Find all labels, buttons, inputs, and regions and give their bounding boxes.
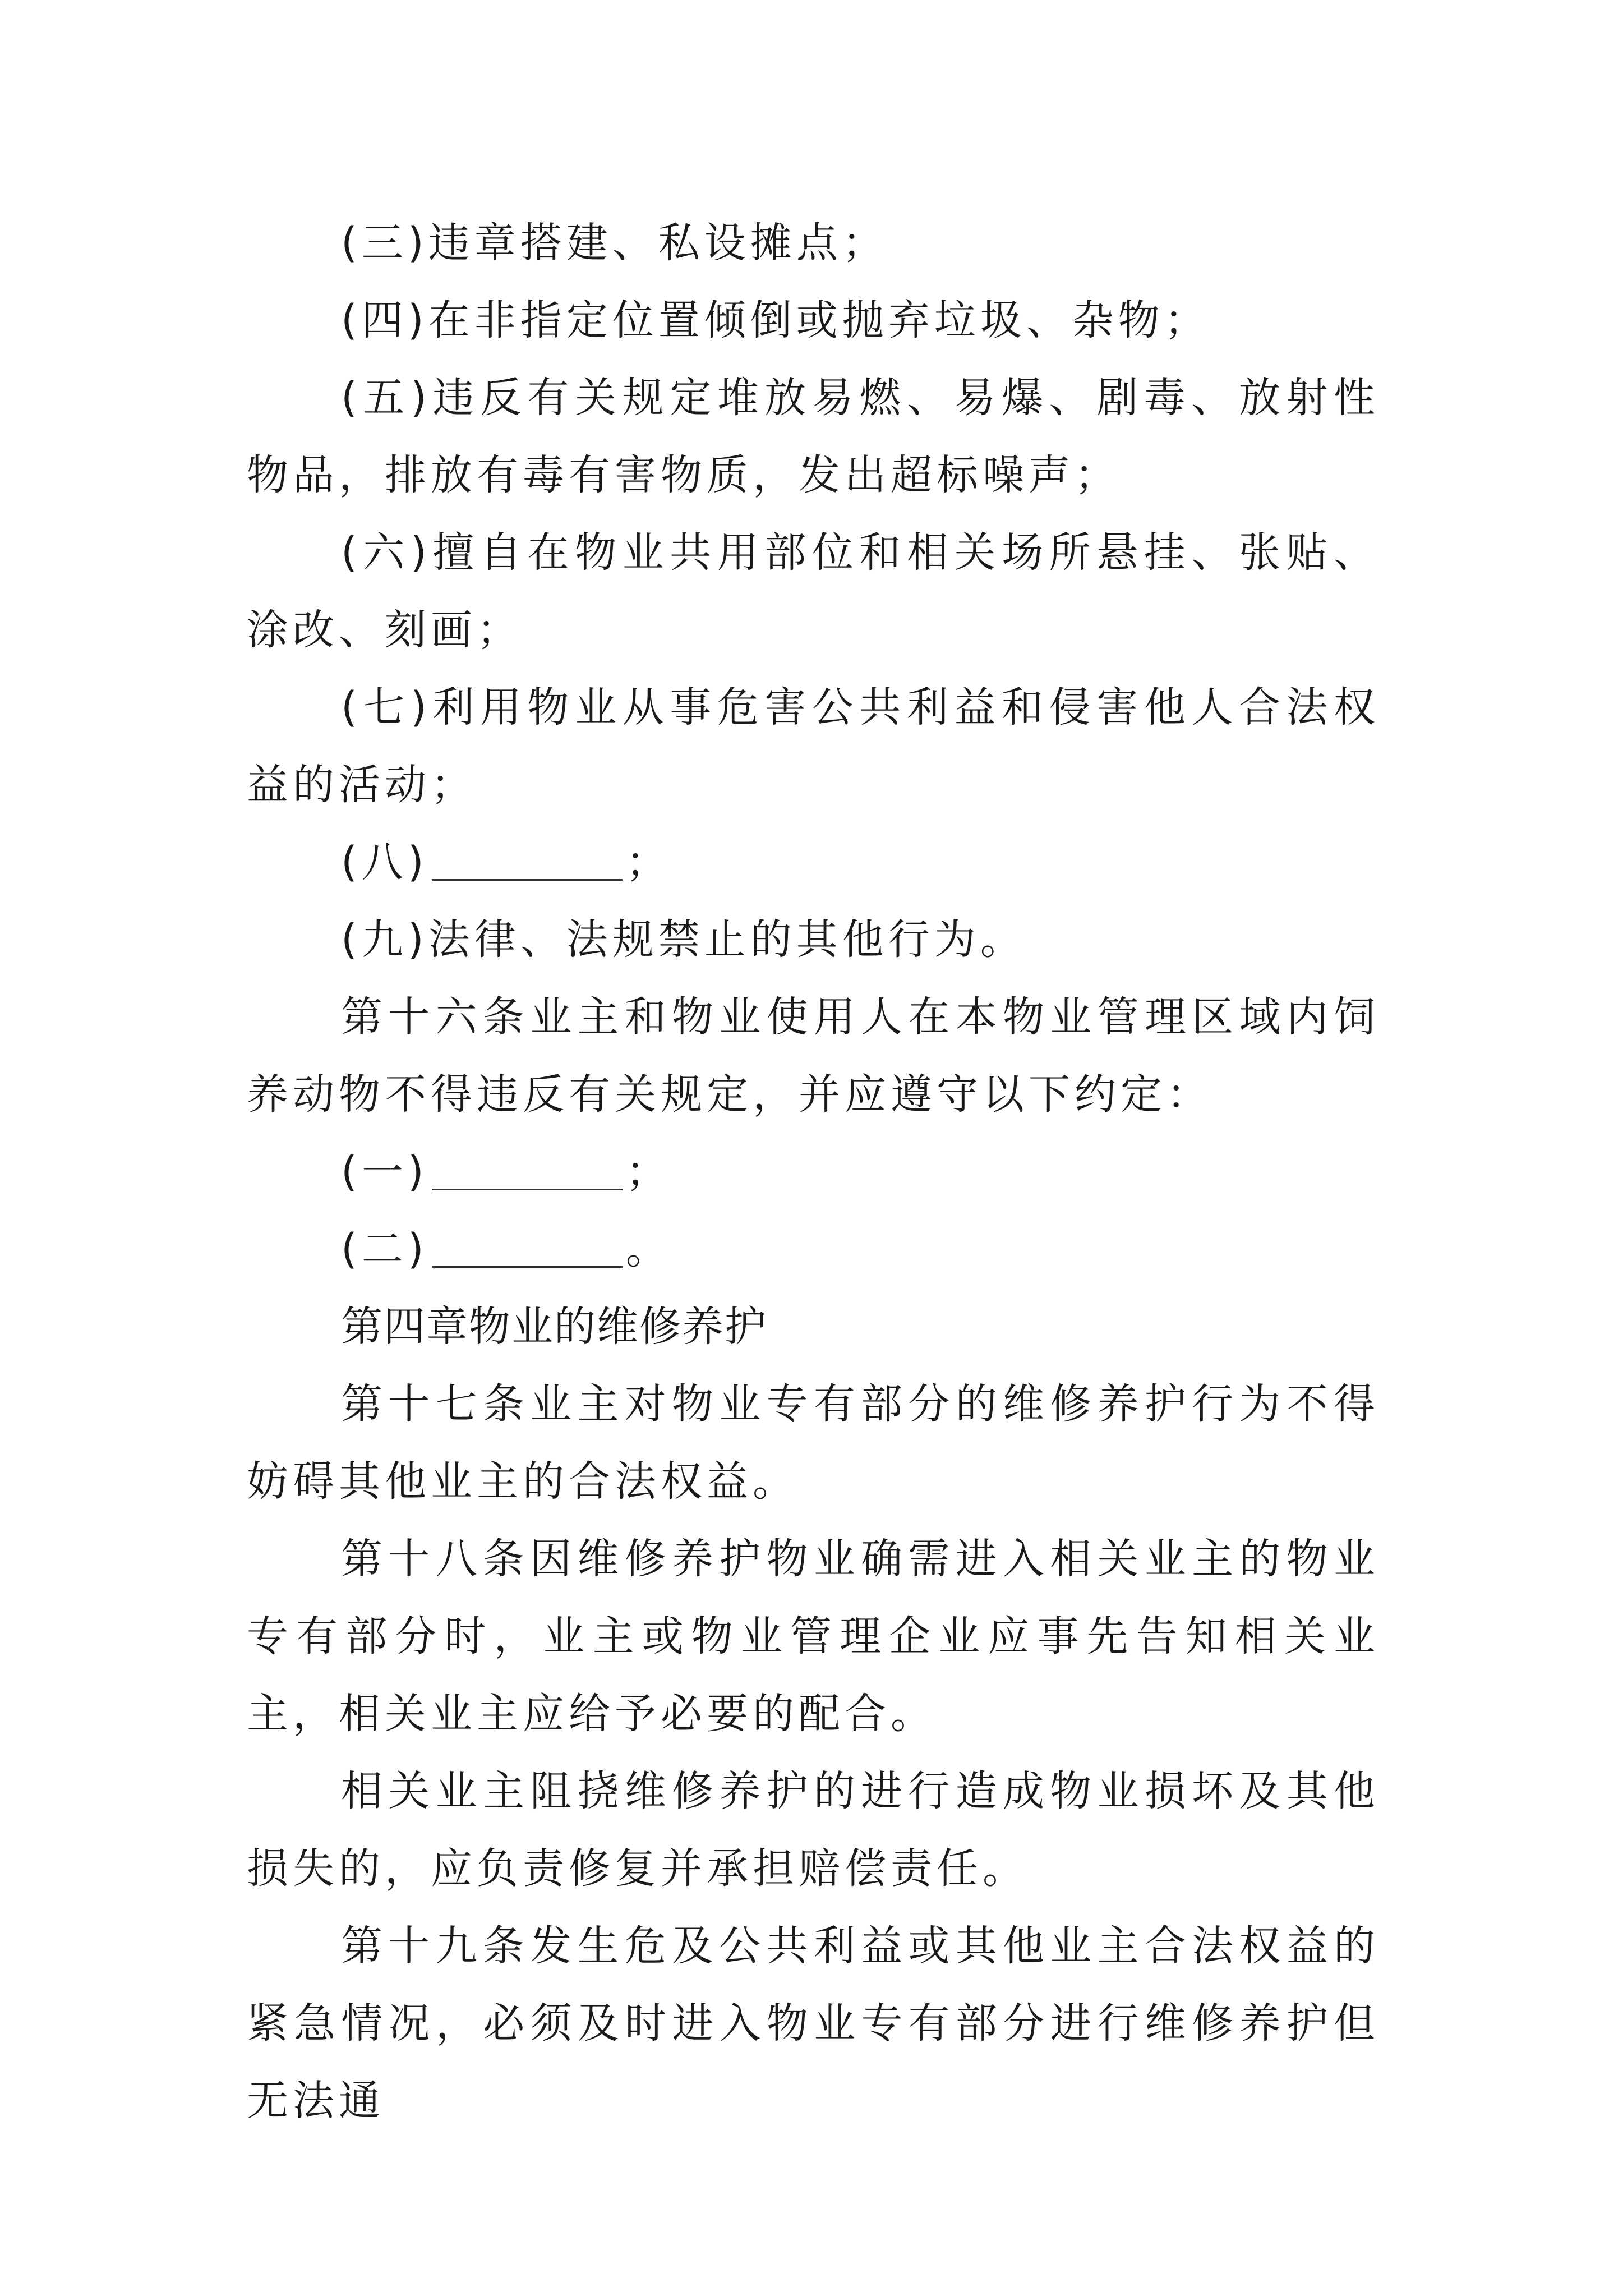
article-16: 第十六条业主和物业使用人在本物业管理区域内饲养动物不得违反有关规定，并应遵守以下约定： bbox=[247, 993, 1380, 1119]
article-18: 第十八条因维修养护物业确需进入相关业主的物业专有部分时，业主或物业管理企业应事先告知相关业主，相关业主应给予必要的配合。 bbox=[247, 1535, 1380, 1738]
article-19: 第十九条发生危及公共利益或其他业主合法权益的紧急情况，必须及时进入物业专有部分进行维修养护但无法通 bbox=[247, 1922, 1380, 2125]
article-16-item-2-label: (二) bbox=[341, 1225, 428, 1273]
article-16-item-1-punctuation: ； bbox=[625, 1148, 672, 1196]
clause-item-6: (六)擅自在物业共用部位和相关场所悬挂、张贴、涂改、刻画； bbox=[247, 528, 1380, 654]
clause-item-8 bbox=[247, 823, 1380, 901]
clause-item-7: (七)利用物业从事危害公共利益和侵害他人合法权益的活动； bbox=[247, 683, 1380, 809]
fill-in-blank bbox=[432, 1149, 623, 1190]
fill-in-blank bbox=[432, 1227, 623, 1268]
chapter-4-heading: 第四章物业的维修养护 bbox=[341, 1303, 767, 1351]
article-17: 第十七条业主对物业专有部分的维修养护行为不得妨碍其他业主的合法权益。 bbox=[247, 1380, 1380, 1506]
clause-item-4: (四)在非指定位置倾倒或抛弃垃圾、杂物； bbox=[341, 296, 1210, 344]
clause-item-8-label: (八) bbox=[341, 838, 428, 886]
clause-item-3: (三)违章搭建、私设摊点； bbox=[341, 219, 888, 267]
fill-in-blank bbox=[432, 840, 623, 881]
clause-item-8-punctuation: ； bbox=[625, 838, 672, 886]
article-18-paragraph-2: 相关业主阻挠维修养护的进行造成物业损坏及其他损失的，应负责修复并承担赔偿责任。 bbox=[247, 1767, 1380, 1893]
clause-item-5: (五)违反有关规定堆放易燃、易爆、剧毒、放射性物品，排放有毒有害物质，发出超标噪声； bbox=[247, 374, 1380, 499]
article-16-item-2-punctuation: 。 bbox=[625, 1225, 672, 1273]
article-16-item-1 bbox=[247, 1133, 1380, 1211]
document-body bbox=[247, 204, 1380, 2139]
clause-item-9: (九)法律、法规禁止的其他行为。 bbox=[341, 915, 1026, 964]
article-16-item-2 bbox=[247, 1211, 1380, 1288]
article-16-item-1-label: (一) bbox=[341, 1148, 428, 1196]
